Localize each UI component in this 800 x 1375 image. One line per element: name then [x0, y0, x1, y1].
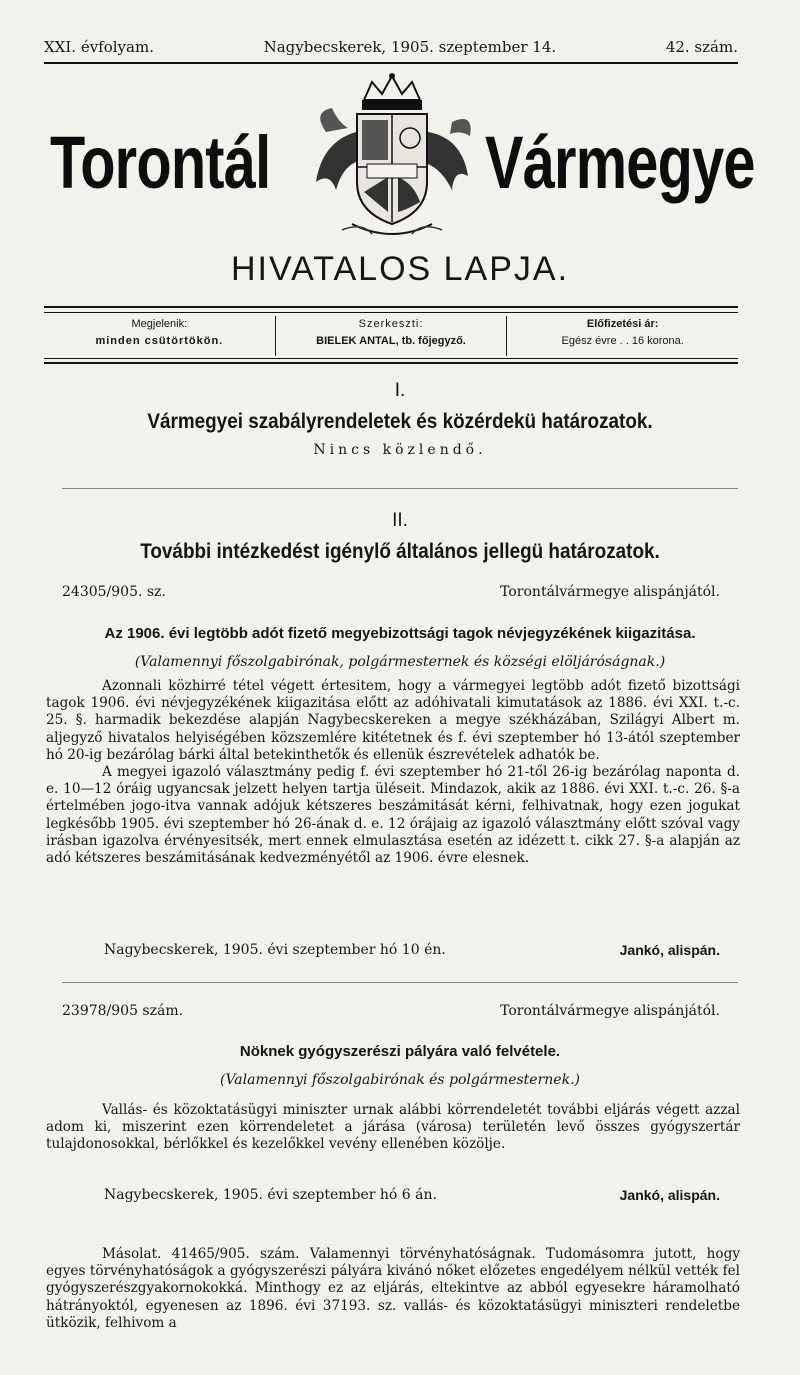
section1-title: Vármegyei szabályrendeletek és közérdekü határozatok.	[147, 410, 653, 433]
price-label: Előfizetési ár:	[586, 318, 659, 330]
notice2-copy	[46, 1246, 740, 1332]
section2-title: További intézkedést igénylő általános jellegü határozatok.	[140, 540, 660, 563]
masthead-subtitle: HIVATALOS LAPJA.	[230, 250, 570, 288]
masthead-right-word: Vármegye	[485, 121, 755, 204]
masthead-rule-2	[44, 312, 738, 313]
notice2-signature	[104, 1187, 720, 1203]
notice2-reference	[62, 1003, 720, 1019]
section1-note: Nincs közlendő.	[313, 442, 487, 458]
notice1-sign-place-date: Nagybecskerek, 1905. évi szeptember hó 10 én.	[104, 942, 446, 958]
info-rule-2	[44, 362, 738, 364]
section2-number: II.	[392, 510, 408, 531]
notice1-ref-from: Torontálvármegye alispánjától.	[500, 584, 720, 600]
masthead-left-word: Torontál	[50, 121, 271, 204]
notice2-signer: Jankó, alispán.	[619, 1187, 720, 1203]
notice1-addressees: (Valamennyi főszolgabirónak, polgármesternek és községi elöljáróságnak.)	[134, 654, 666, 670]
issue-number: 42. szám.	[665, 38, 738, 56]
notice2-body	[46, 1102, 740, 1154]
price-value: Egész évre . . 16 korona.	[561, 335, 684, 347]
coat-of-arms-icon	[302, 72, 482, 247]
notice1-signer: Jankó, alispán.	[619, 942, 720, 958]
notice2-title: Nöknek gyógyszerészi pályára való felvétele.	[239, 1043, 561, 1060]
editor-label: Szerkeszti:	[358, 318, 424, 330]
header-rule	[44, 62, 738, 64]
info-rule-1	[44, 358, 738, 359]
published-value: minden csütörtökön.	[95, 335, 224, 347]
notice1-paragraph-1: Azonnali közhirré tétel végett értesitem, hogy a vármegyei legtöbb adót fizető bizottsági tagok 1906. évi névjegyzékének kiigazitása előtt az adóhivatali kimutatások az 1886. évi XXI. t.-c. 25. §. harmadik bekezdése alapján Nagybecskereken a megye székházában, Szilágyi Albert m. aljegyző hivatalos helyiségében közszemlére kitétetnek és f. évi szeptember hó 13-ától szeptember hó 20-ig bezárólag bárki által betekinthetők és ellenük észrevételek adhatók be.	[46, 678, 740, 763]
volume-label: XXI. évfolyam.	[44, 38, 154, 56]
masthead-rule-1	[44, 306, 738, 308]
published-label: Megjelenik:	[131, 318, 188, 330]
notice2-ref-number: 23978/905 szám.	[62, 1003, 184, 1019]
info-bar	[44, 316, 738, 356]
notice-divider	[62, 982, 738, 983]
notice1-signature	[104, 942, 720, 958]
notice2-copy-text: Másolat. 41465/905. szám. Valamennyi törvényhatóságnak. Tudomásomra jutott, hogy egyes törvényhatóságok a gyógyszerészi pályára kivánó nőket előzetes engedélyem nélkül vették fel gyógyszerészgyakornokokká. Minthogy ez az eljárás, eltekintve az abból egyesekre háramolható hátrányoktól, egyenesen az 1896. évi 37193. sz. vallás- és közoktatásügyi miniszteri rendeletbe ütközik, felhivom a	[46, 1246, 740, 1331]
issue-header	[44, 38, 738, 56]
notice2-ref-from: Torontálvármegye alispánjától.	[500, 1003, 720, 1019]
notice1-reference	[62, 584, 720, 600]
notice1-paragraph-2: A megyei igazoló választmány pedig f. évi szeptember hó 21-től 26-ig bezárólag naponta d. e. 10—12 óráig ugyancsak jelzett helyen tartja üléseit. Mindazok, akik az 1886. évi XXI. t.-c. 26. §-a értelmében jogo-itva vannak adójuk kétszeres beszámitását kérni, felhivatnak, hogy ezen jogukat legkésőbb 1905. évi szeptember hó 26-ának d. e. 12 órájaig az igazoló választmány előtt szóval vagy irásban igazolva érvényesitsék, mert ennek elmulasztása esetén az idézett t. cikk 27. §-a alapján az adó kétszeres beszámitásának kedvezményétől az 1906. évre elesnek.	[46, 764, 740, 867]
notice1-body	[46, 678, 740, 867]
notice2-sign-place-date: Nagybecskerek, 1905. évi szeptember hó 6 án.	[104, 1187, 437, 1203]
editor-value: BIELEK ANTAL, tb. főjegyző.	[316, 335, 466, 347]
price-cell	[506, 316, 738, 356]
editor-cell	[275, 316, 507, 356]
place-date: Nagybecskerek, 1905. szeptember 14.	[263, 38, 557, 56]
notice2-addressees: (Valamennyi főszolgabirónak és polgármesternek.)	[220, 1072, 580, 1088]
notice1-title: Az 1906. évi legtöbb adót fizető megyebizottsági tagok névjegyzékének kiigazitása.	[104, 625, 696, 642]
section1-number: I.	[394, 380, 406, 401]
published-cell	[44, 316, 275, 356]
section-divider	[62, 488, 738, 489]
notice1-ref-number: 24305/905. sz.	[62, 584, 166, 600]
notice2-paragraph-1: Vallás- és közoktatásügyi miniszter urnak alábbi körrendeletét további eljárás végett azzal adom ki, miszerint ezen körrendeletet a járása (városa) területén levő összes gyógyszertár tulajdonosokkal, bérlőkkel és kezelőkkel vevény ellenében közölje.	[46, 1102, 740, 1153]
